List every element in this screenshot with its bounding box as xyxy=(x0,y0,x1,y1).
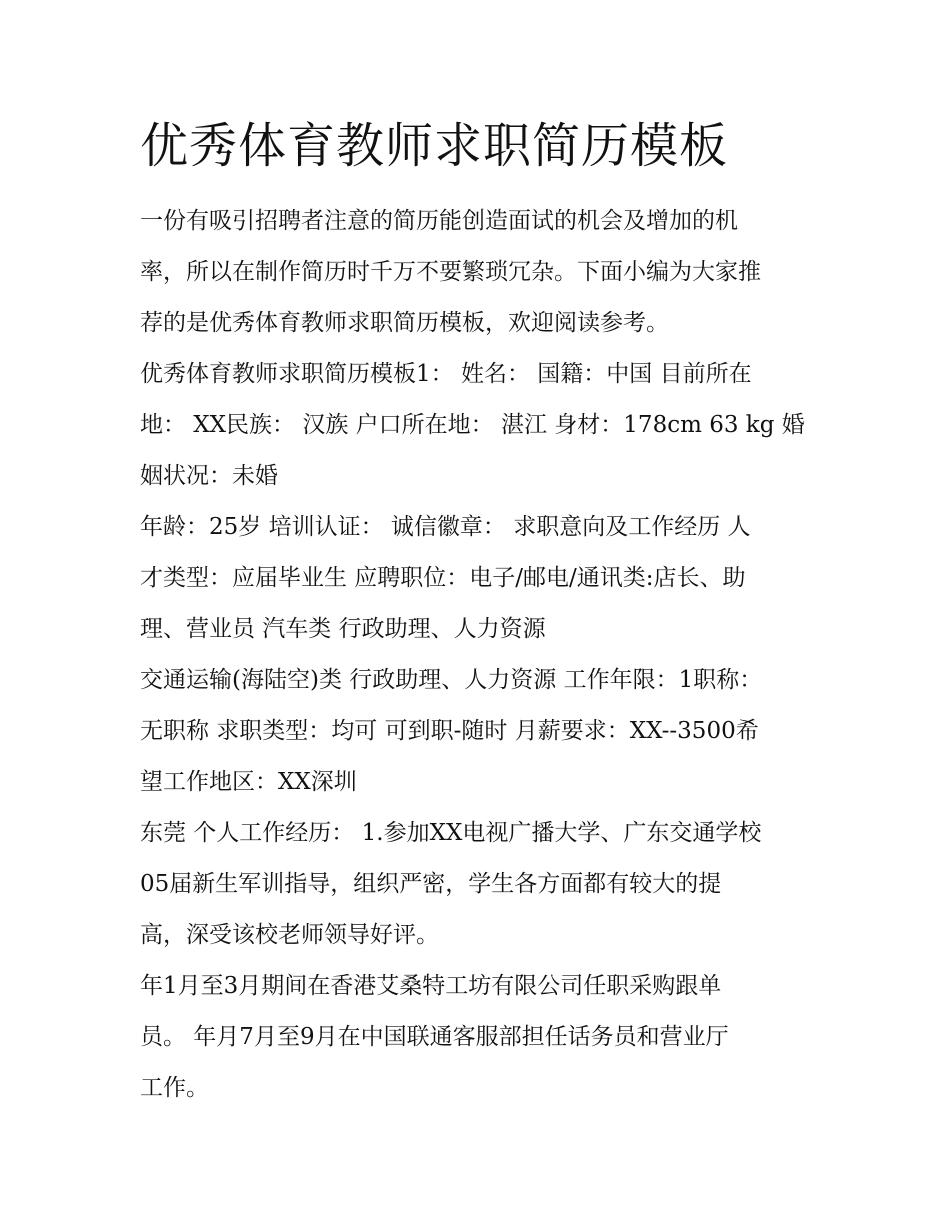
text-line: 优秀体育教师求职简历模板1： 姓名： 国籍：中国 目前所在 xyxy=(140,361,752,387)
paragraph-personal-info xyxy=(140,349,820,502)
text-line: 地： XX民族： 汉族 户口所在地： 湛江 身材：178cm 63 kg 婚 xyxy=(140,412,805,438)
paragraph-employment-history xyxy=(140,961,820,1114)
text-line: 工作。 xyxy=(140,1075,209,1101)
text-line: 高，深受该校老师领导好评。 xyxy=(140,922,439,948)
text-line: 05届新生军训指导，组织严密，学生各方面都有较大的提 xyxy=(140,871,722,897)
paragraph-job-intention xyxy=(140,502,820,655)
text-line: 无职称 求职类型：均可 可到职-随时 月薪要求：XX--3500希 xyxy=(140,718,759,744)
text-line: 一份有吸引招聘者注意的简历能创造面试的机会及增加的机 xyxy=(140,208,738,234)
text-line: 理、营业员 汽车类 行政助理、人力资源 xyxy=(140,616,546,642)
paragraph-job-details xyxy=(140,655,820,808)
document-body xyxy=(140,196,820,1114)
text-line: 望工作地区：XX深圳 xyxy=(140,769,357,795)
text-line: 交通运输(海陆空)类 行政助理、人力资源 工作年限：1职称： xyxy=(140,667,763,693)
text-line: 东莞 个人工作经历： 1.参加XX电视广播大学、广东交通学校 xyxy=(140,820,762,846)
text-line: 才类型：应届毕业生 应聘职位：电子/邮电/通讯类:店长、助 xyxy=(140,565,746,591)
text-line: 员。 年月7月至9月在中国联通客服部担任话务员和营业厅 xyxy=(140,1024,729,1050)
paragraph-work-experience xyxy=(140,808,820,961)
text-line: 年1月至3月期间在香港艾桑特工坊有限公司任职采购跟单 xyxy=(140,973,722,999)
text-line: 姻状况：未婚 xyxy=(140,463,278,489)
text-line: 率，所以在制作简历时千万不要繁琐冗杂。下面小编为大家推 xyxy=(140,259,761,285)
text-line: 荐的是优秀体育教师求职简历模板，欢迎阅读参考。 xyxy=(140,310,669,336)
paragraph-intro xyxy=(140,196,820,349)
text-line: 年龄：25岁 培训认证： 诚信徽章： 求职意向及工作经历 人 xyxy=(140,514,751,540)
document-title: 优秀体育教师求职简历模板 xyxy=(140,118,729,174)
